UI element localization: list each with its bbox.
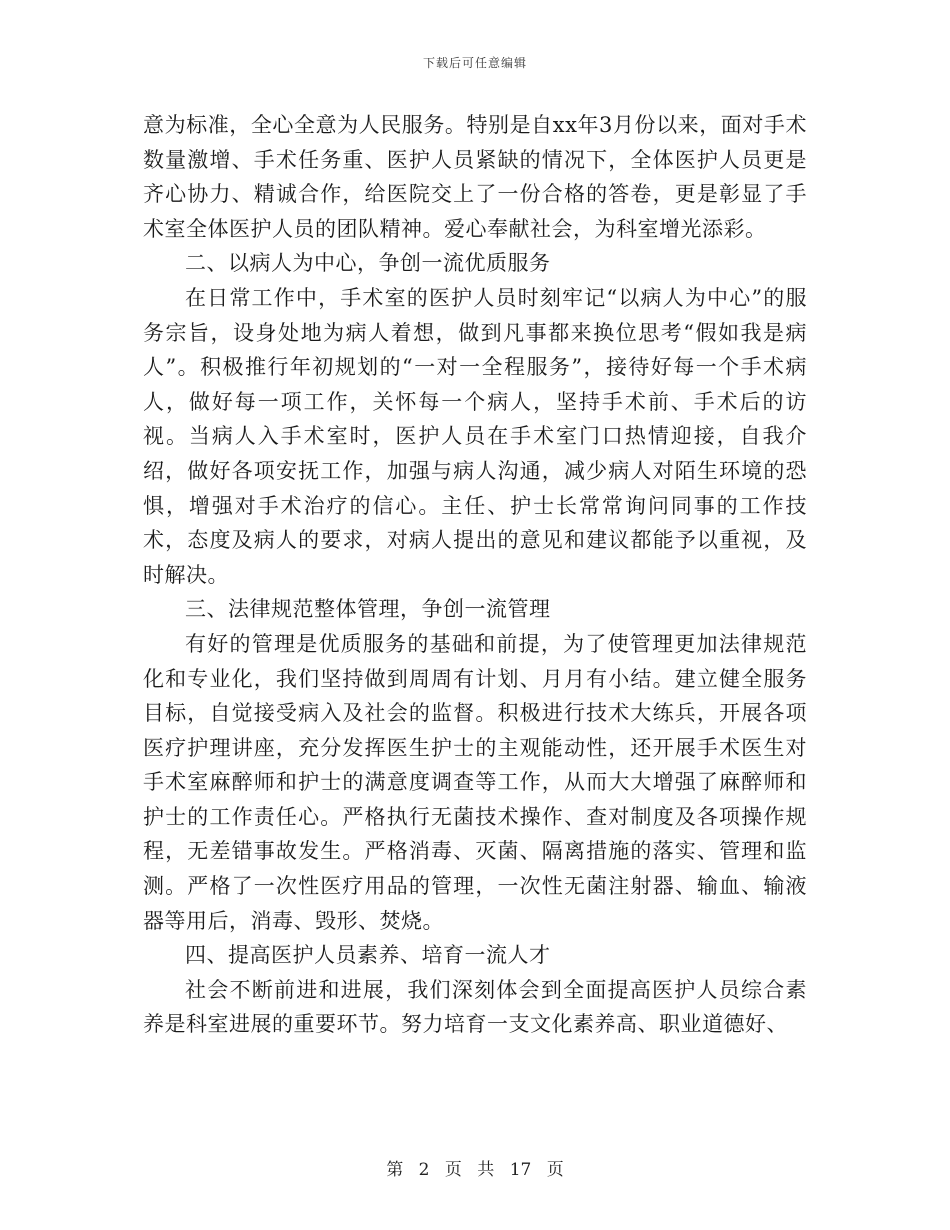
section-heading: 二、以病人为中心，争创一流优质服务	[185, 251, 551, 276]
body-paragraph: 社会不断前进和进展，我们深刻体会到全面提高医护人员综合素养是科室进展的重要环节。努力培育一支文化素养高、职业道德好、	[143, 977, 807, 1037]
body-paragraph: 在日常工作中，手术室的医护人员时刻牢记“以病人为中心”的服务宗旨，设身处地为病人着想，做到凡事都来换位思考“假如我是病人”。积极推行年初规划的“一对一全程服务”，接待好每一个手术病人，做好每一项工作，关怀每一个病人，坚持手术前、手术后的访视。当病人入手术室时，医护人员在手术室门口热情迎接，自我介绍，做好各项安抚工作，加强与病人沟通，减少病人对陌生环境的恐惧，增强对手术治疗的信心。主任、护士长常常询问同事的工作技术，态度及病人的要求，对病人提出的意见和建议都能予以重视，及时解决。	[143, 285, 807, 587]
footer-total-prefix: 共	[477, 1160, 495, 1180]
body-paragraph: 意为标准，全心全意为人民服务。特别是自xx年3月份以来，面对手术数量激增、手术任务重、医护人员紧缺的情况下，全体医护人员更是齐心协力、精诚合作，给医院交上了一份合格的答卷，更是彰显了手术室全体医护人员的团队精神。爱心奉献社会，为科室增光添彩。	[143, 113, 807, 241]
footer-total-pages: 17	[509, 1160, 532, 1180]
footer-page-number: 2	[418, 1160, 430, 1180]
body-paragraph: 有好的管理是优质服务的基础和前提，为了使管理更加法律规范化和专业化，我们坚持做到周周有计划、月月有小结。建立健全服务目标，自觉接受病入及社会的监督。积极进行技术大练兵，开展各项医疗护理讲座，充分发挥医生护士的主观能动性，还开展手术医生对手术室麻醉师和护士的满意度调查等工作，从而大大增强了麻醉师和护士的工作责任心。严格执行无菌技术操作、查对制度及各项操作规程，无差错事故发生。严格消毒、灭菌、隔离措施的落实、管理和监测。严格了一次性医疗用品的管理，一次性无菌注射器、输血、输液器等用后，消毒、毁形、焚烧。	[143, 631, 807, 933]
page-header-note: 下载后可任意编辑	[422, 56, 527, 70]
page-footer	[0, 1155, 950, 1180]
footer-total-unit: 页	[546, 1160, 564, 1180]
section-heading: 三、法律规范整体管理，争创一流管理	[185, 597, 551, 622]
footer-page-unit: 页	[444, 1160, 462, 1180]
footer-prefix: 第	[386, 1160, 404, 1180]
section-heading: 四、提高医护人员素养、培育一流人才	[185, 943, 551, 968]
document-body	[143, 108, 807, 1042]
